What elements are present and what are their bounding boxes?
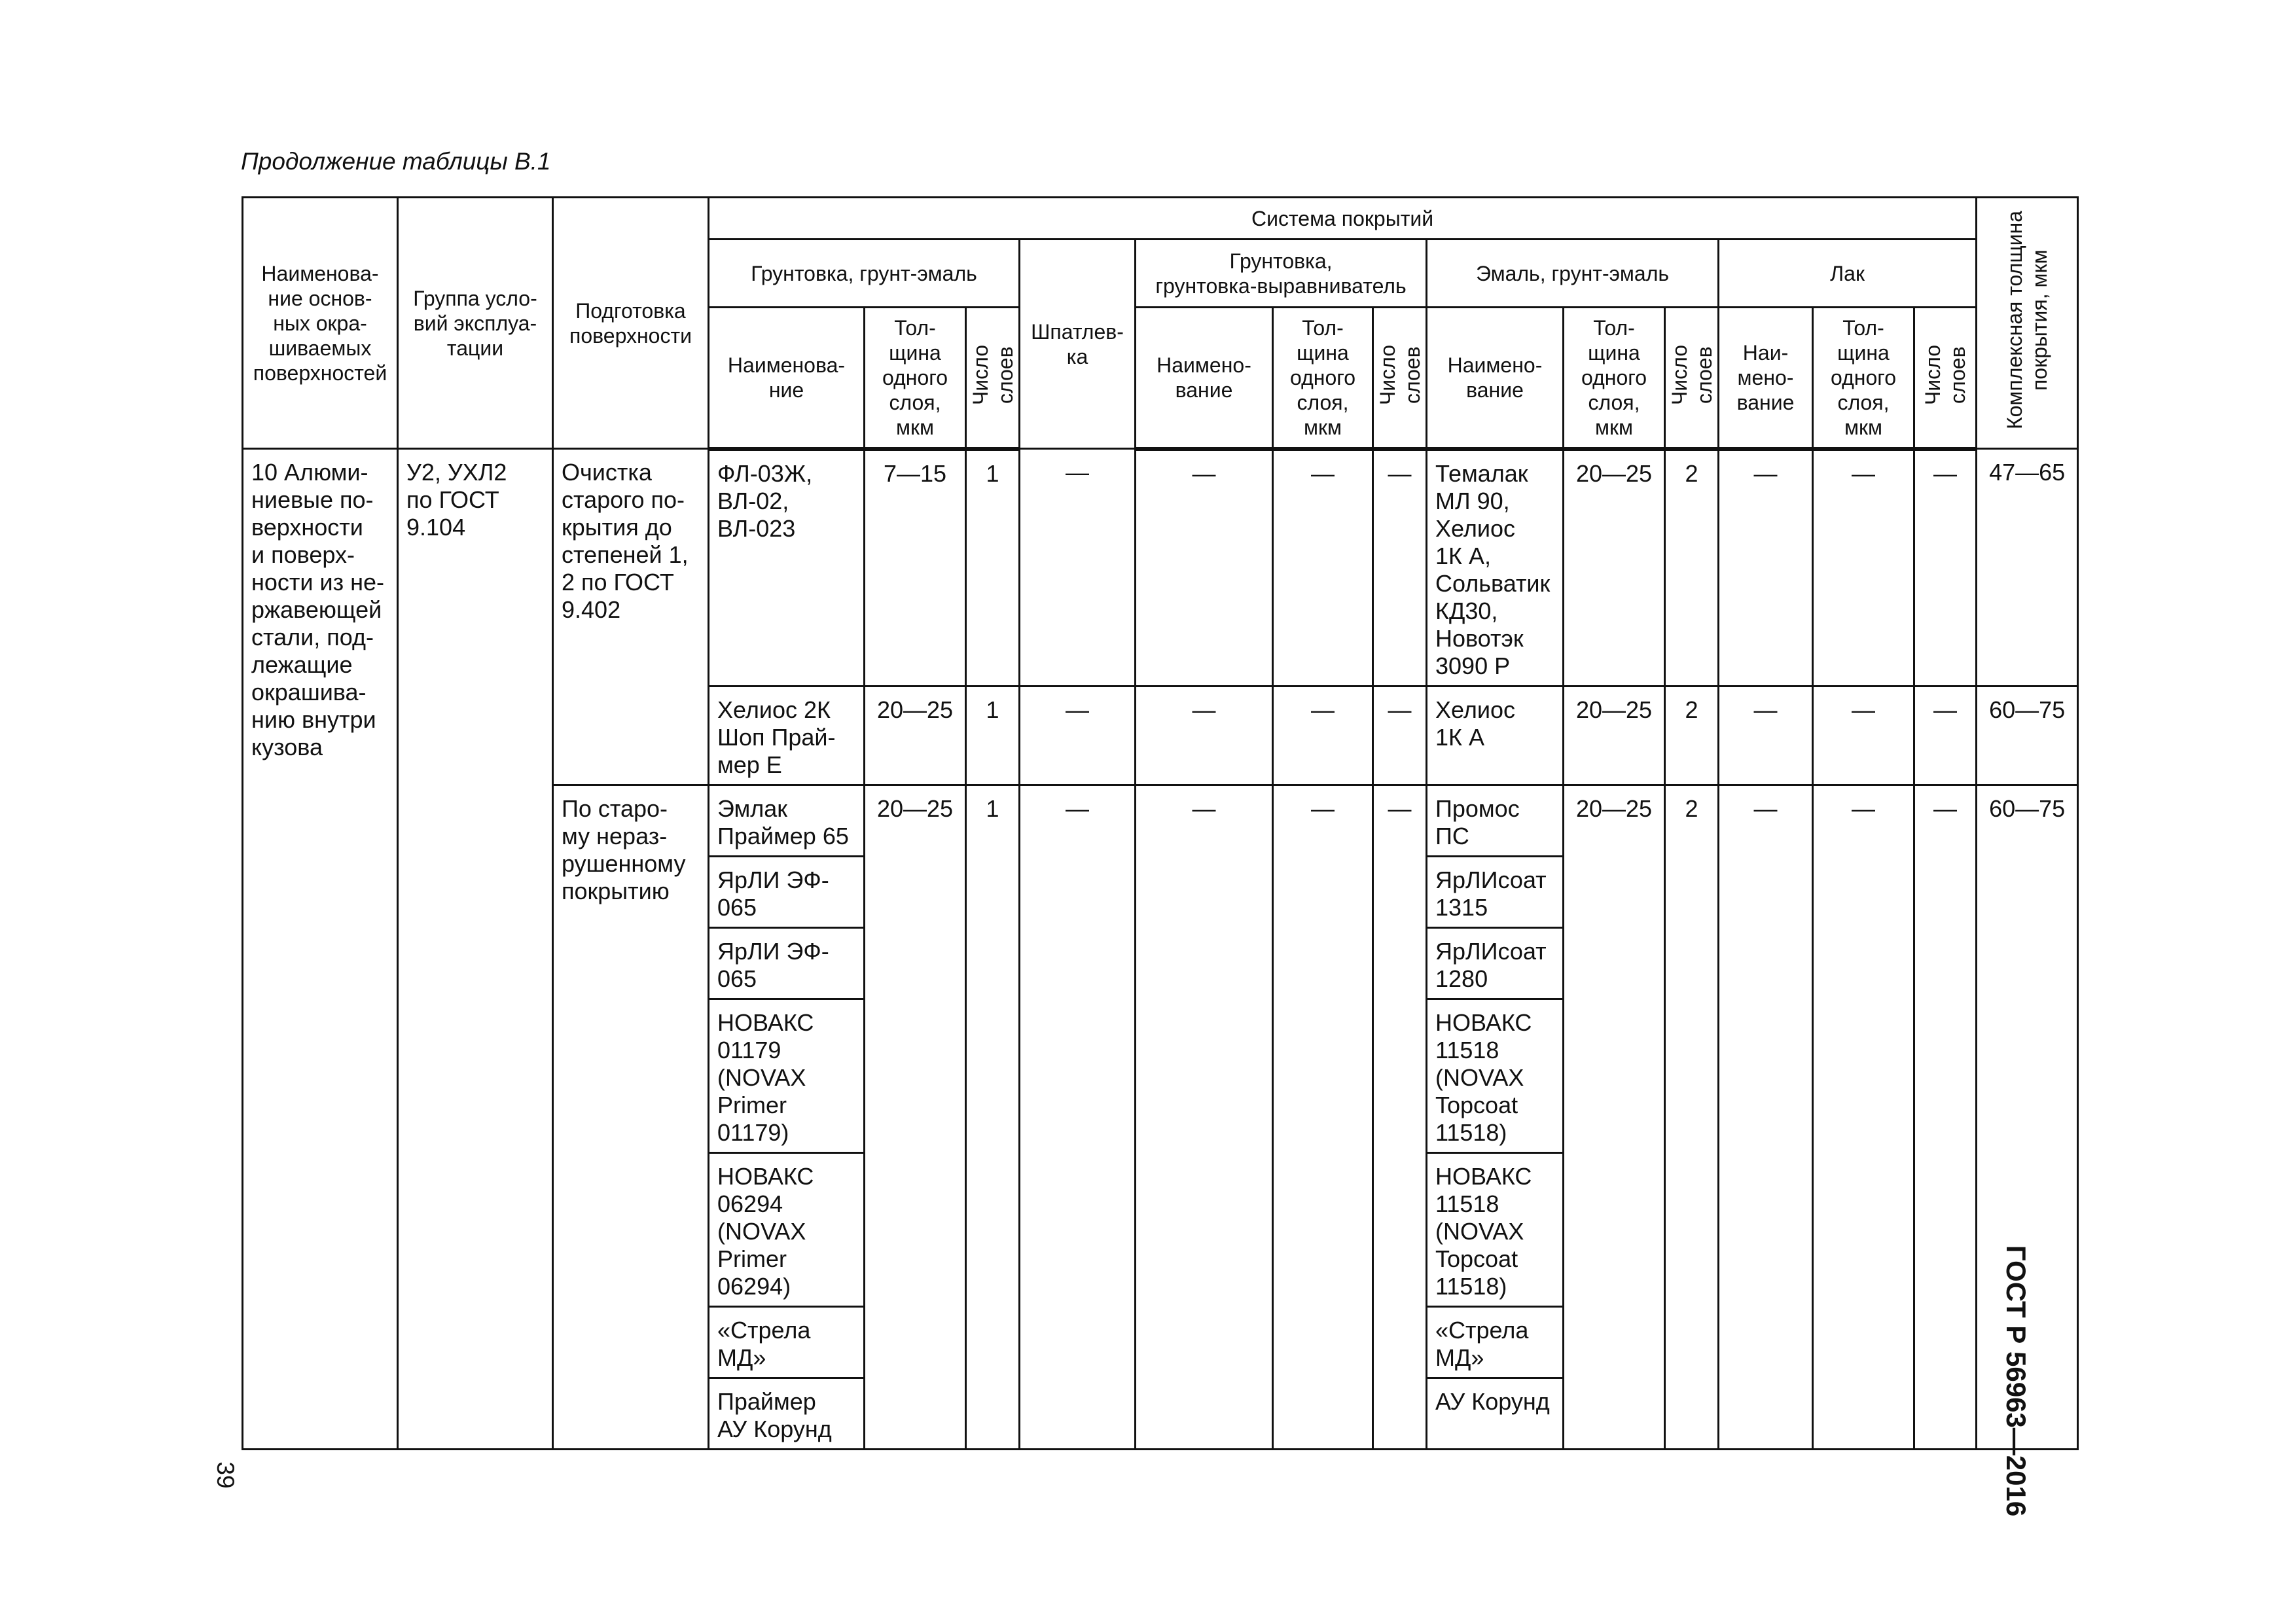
- header-enamel-thickness: Тол- щина одного слоя, мкм: [1564, 308, 1665, 449]
- cell-primer-name: Хелиос 2К Шоп Прай- мер Е: [709, 686, 865, 785]
- cell-operating-group: У2, УХЛ2 по ГОСТ 9.104: [398, 449, 553, 1450]
- header-leveler-thickness: Тол- щина одного слоя, мкм: [1273, 308, 1373, 449]
- cell-enamel-name: ЯрЛИсоат 1280: [1427, 927, 1564, 999]
- cell-putty: —: [1020, 686, 1136, 785]
- cell-enamel-layers: 2: [1665, 449, 1719, 687]
- cell-enamel-layers: 2: [1665, 686, 1719, 785]
- cell-lacquer-layers: —: [1914, 449, 1977, 687]
- header-enamel-layers: Число слоев: [1665, 308, 1719, 449]
- page-number: 39: [212, 1461, 239, 1489]
- cell-lacquer-name: —: [1719, 785, 1813, 1449]
- cell-enamel-name: «Стрела МД»: [1427, 1306, 1564, 1378]
- cell-leveler-thickness: —: [1273, 785, 1373, 1449]
- cell-preparation: Очистка старого по- крытия до степеней 1, 2 по ГОСТ 9.402: [553, 449, 709, 785]
- cell-primer-name: Эмлак Праймер 65: [709, 785, 865, 856]
- cell-lacquer-layers: —: [1914, 785, 1977, 1449]
- cell-putty: —: [1020, 785, 1136, 1449]
- header-primer-thickness: Тол- щина одного слоя, мкм: [865, 308, 966, 449]
- cell-lacquer-name: —: [1719, 449, 1813, 687]
- coating-systems-table: [242, 196, 2079, 1450]
- header-enamel-group: Эмаль, грунт-эмаль: [1427, 240, 1719, 308]
- standard-designation: ГОСТ Р 56963—2016: [2001, 1245, 2032, 1517]
- cell-lacquer-thickness: —: [1813, 686, 1914, 785]
- cell-total-thickness: 60—75: [1977, 686, 2078, 785]
- cell-total-thickness: 47—65: [1977, 449, 2078, 687]
- cell-primer-layers: 1: [966, 686, 1020, 785]
- header-surface-preparation: Подготовка поверхности: [553, 198, 709, 449]
- cell-leveler-thickness: —: [1273, 686, 1373, 785]
- header-primer-group: Грунтовка, грунт-эмаль: [709, 240, 1020, 308]
- cell-enamel-name: НОВАКС 11518 (NOVAX Topcoat 11518): [1427, 1152, 1564, 1306]
- header-operating-group: Группа усло- вий эксплуа- тации: [398, 198, 553, 449]
- cell-primer-layers: 1: [966, 449, 1020, 687]
- cell-enamel-name: НОВАКС 11518 (NOVAX Topcoat 11518): [1427, 999, 1564, 1152]
- cell-leveler-name: —: [1136, 686, 1273, 785]
- cell-enamel-thickness: 20—25: [1564, 686, 1665, 785]
- cell-leveler-thickness: —: [1273, 449, 1373, 687]
- header-primer-name: Наименова- ние: [709, 308, 865, 449]
- header-leveler-layers: Число слоев: [1373, 308, 1427, 449]
- cell-primer-name: ФЛ-03Ж, ВЛ-02, ВЛ-023: [709, 449, 865, 687]
- cell-enamel-layers: 2: [1665, 785, 1719, 1449]
- cell-lacquer-thickness: —: [1813, 785, 1914, 1449]
- cell-leveler-layers: —: [1373, 686, 1427, 785]
- cell-leveler-name: —: [1136, 449, 1273, 687]
- cell-enamel-name: Темалак МЛ 90, Хелиос 1К А, Сольватик КД30, Новотэк 3090 Р: [1427, 449, 1564, 687]
- cell-enamel-thickness: 20—25: [1564, 785, 1665, 1449]
- header-enamel-name: Наимено- вание: [1427, 308, 1564, 449]
- cell-enamel-name: ЯрЛИсоат 1315: [1427, 856, 1564, 927]
- header-total-thickness: Комплексная толщина покрытия, мкм: [1977, 198, 2078, 449]
- cell-primer-layers: 1: [966, 785, 1020, 1449]
- header-lacquer-group: Лак: [1719, 240, 1977, 308]
- table-row: [243, 449, 2078, 687]
- header-surfaces: Наименова- ние основ- ных окра- шиваемых поверхностей: [243, 198, 398, 449]
- cell-enamel-name: АУ Корунд: [1427, 1378, 1564, 1449]
- cell-surface: 10 Алюми- ниевые по- верхности и поверх- ности из не- ржавеющей стали, под- лежащие окрашива- нию внутри кузова: [243, 449, 398, 1450]
- cell-leveler-layers: —: [1373, 785, 1427, 1449]
- header-coating-system: Система покрытий: [709, 198, 1977, 240]
- header-lacquer-name: Наи- мено- вание: [1719, 308, 1813, 449]
- header-putty: Шпатлев- ка: [1020, 240, 1136, 449]
- header-leveler-name: Наимено- вание: [1136, 308, 1273, 449]
- cell-preparation: По старо- му нераз- рушенному покрытию: [553, 785, 709, 1449]
- header-leveler-group: Грунтовка, грунтовка-выравниватель: [1136, 240, 1427, 308]
- cell-primer-name: Праймер АУ Корунд: [709, 1378, 865, 1449]
- cell-total-thickness: 60—75: [1977, 785, 2078, 1449]
- cell-primer-thickness: 7—15: [865, 449, 966, 687]
- cell-putty: —: [1020, 449, 1136, 687]
- header-lacquer-layers: Число слоев: [1914, 308, 1977, 449]
- header-primer-layers: Число слоев: [966, 308, 1020, 449]
- cell-enamel-name: Промос ПС: [1427, 785, 1564, 856]
- cell-primer-name: ЯрЛИ ЭФ- 065: [709, 856, 865, 927]
- cell-enamel-thickness: 20—25: [1564, 449, 1665, 687]
- cell-lacquer-thickness: —: [1813, 449, 1914, 687]
- cell-leveler-layers: —: [1373, 449, 1427, 687]
- header-lacquer-thickness: Тол- щина одного слоя, мкм: [1813, 308, 1914, 449]
- cell-primer-name: «Стрела МД»: [709, 1306, 865, 1378]
- cell-lacquer-layers: —: [1914, 686, 1977, 785]
- cell-primer-name: НОВАКС 06294 (NOVAX Primer 06294): [709, 1152, 865, 1306]
- cell-primer-thickness: 20—25: [865, 686, 966, 785]
- cell-primer-thickness: 20—25: [865, 785, 966, 1449]
- table-caption: Продолжение таблицы В.1: [241, 148, 551, 175]
- cell-primer-name: ЯрЛИ ЭФ- 065: [709, 927, 865, 999]
- cell-primer-name: НОВАКС 01179 (NOVAX Primer 01179): [709, 999, 865, 1152]
- cell-enamel-name: Хелиос 1К А: [1427, 686, 1564, 785]
- cell-leveler-name: —: [1136, 785, 1273, 1449]
- cell-lacquer-name: —: [1719, 686, 1813, 785]
